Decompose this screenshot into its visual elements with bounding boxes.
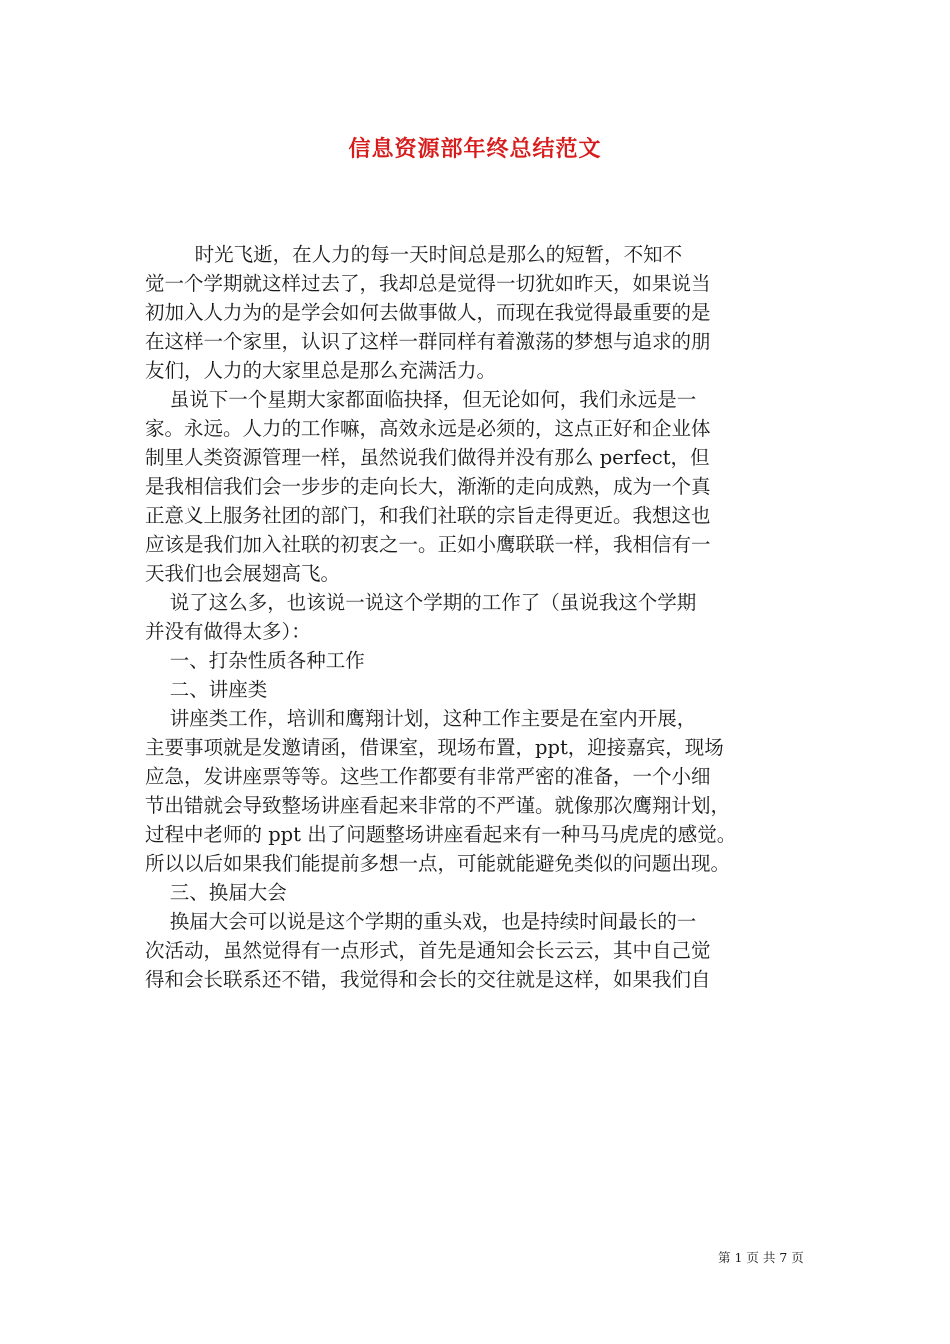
body-line: 所以以后如果我们能提前多想一点，可能就能避免类似的问题出现。 — [145, 852, 731, 875]
body-line: 应急，发讲座票等等。这些工作都要有非常严密的准备，一个小细 — [145, 765, 711, 788]
body-line: 虽说下一个星期大家都面临抉择，但无论如何，我们永远是一 — [145, 388, 697, 411]
body-line: 天我们也会展翅高飞。 — [145, 562, 341, 585]
section-heading: 一、打杂性质各种工作 — [145, 649, 365, 672]
body-line: 友们，人力的大家里总是那么充满活力。 — [145, 359, 497, 382]
body-line: 说了这么多，也该说一说这个学期的工作了（虽说我这个学期 — [145, 591, 697, 614]
document-title: 信息资源部年终总结范文 — [348, 136, 602, 162]
section-heading: 二、讲座类 — [145, 678, 268, 701]
body-line: 次活动，虽然觉得有一点形式，首先是通知会长云云，其中自己觉 — [145, 939, 711, 962]
body-line: 讲座类工作，培训和鹰翔计划，这种工作主要是在室内开展， — [145, 707, 697, 730]
body-line: 正意义上服务社团的部门，和我们社联的宗旨走得更近。我想这也 — [145, 504, 711, 527]
body-line: 换届大会可以说是这个学期的重头戏，也是持续时间最长的一 — [145, 910, 697, 933]
document-body — [145, 240, 810, 994]
body-line: 家。永远。人力的工作嘛，高效永远是必须的，这点正好和企业体 — [145, 417, 711, 440]
body-line: 过程中老师的 ppt 出了问题整场讲座看起来有一种马马虎虎的感觉。 — [145, 823, 737, 846]
body-line: 觉一个学期就这样过去了，我却总是觉得一切犹如昨天，如果说当 — [145, 272, 711, 295]
body-line: 主要事项就是发邀请函，借课室，现场布置，ppt，迎接嘉宾，现场 — [145, 736, 724, 759]
body-line: 时光飞逝，在人力的每一天时间总是那么的短暂，不知不 — [145, 243, 683, 266]
body-line: 初加入人力为的是学会如何去做事做人，而现在我觉得最重要的是 — [145, 301, 711, 324]
body-line: 应该是我们加入社联的初衷之一。正如小鹰联联一样，我相信有一 — [145, 533, 711, 556]
body-line: 得和会长联系还不错，我觉得和会长的交往就是这样，如果我们自 — [145, 968, 711, 991]
section-heading: 三、换届大会 — [145, 881, 287, 904]
body-line: 是我相信我们会一步步的走向长大，渐渐的走向成熟，成为一个真 — [145, 475, 711, 498]
page-number-footer: 第 1 页 共 7 页 — [718, 1250, 804, 1265]
body-line: 在这样一个家里，认识了这样一群同样有着激荡的梦想与追求的朋 — [145, 330, 711, 353]
body-line: 并没有做得太多）： — [145, 620, 311, 643]
body-line: 节出错就会导致整场讲座看起来非常的不严谨。就像那次鹰翔计划， — [145, 794, 731, 817]
body-line: 制里人类资源管理一样，虽然说我们做得并没有那么 perfect，但 — [145, 446, 710, 469]
